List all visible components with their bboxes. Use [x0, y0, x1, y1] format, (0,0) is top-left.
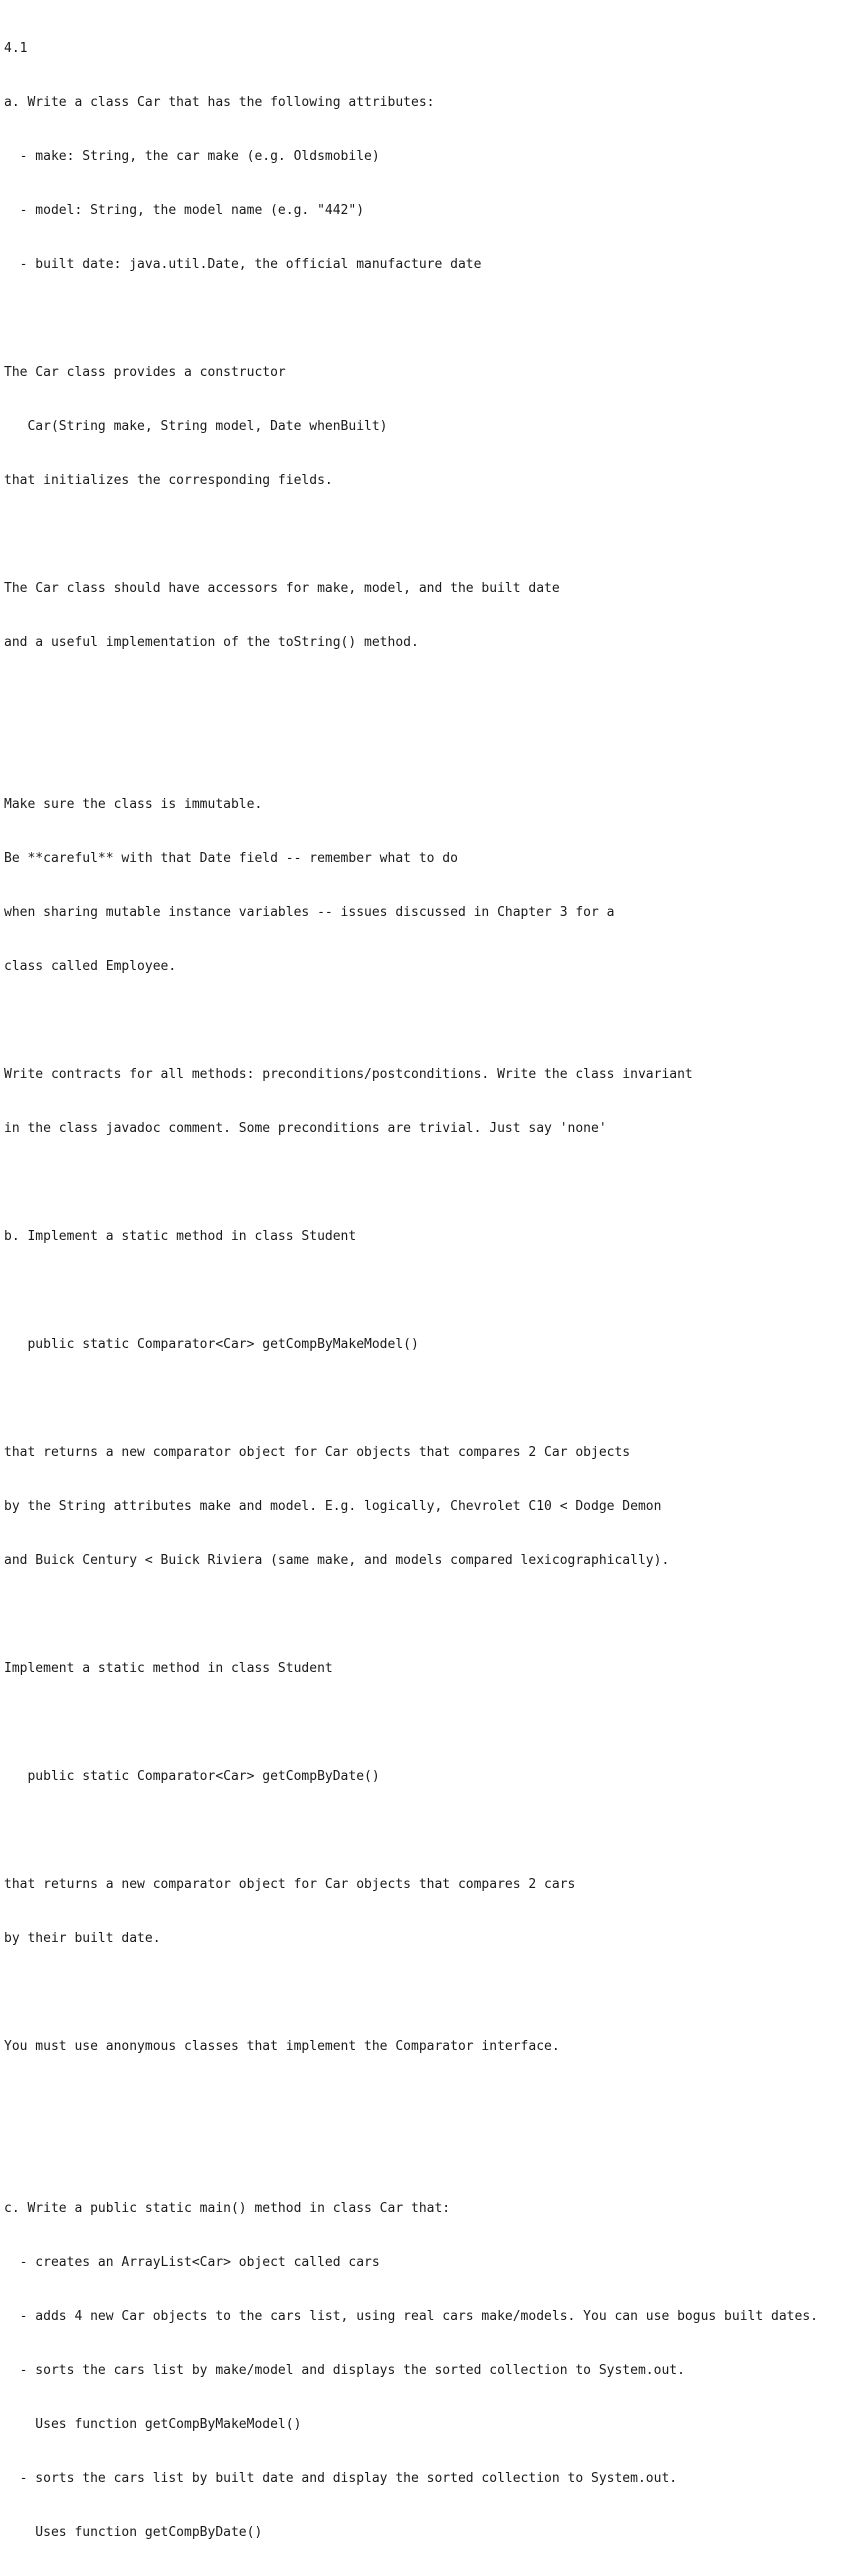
text-line	[4, 2092, 843, 2110]
text-line	[4, 1606, 843, 1624]
text-line: - model: String, the model name (e.g. "442")	[4, 203, 365, 218]
text-line: You must use anonymous classes that implement the Comparator interface.	[4, 2039, 560, 2054]
text-line: a. Write a class Car that has the following attributes:	[4, 95, 435, 110]
text-line: Be **careful** with that Date field -- remember what to do	[4, 851, 458, 866]
text-line: and a useful implementation of the toString() method.	[4, 635, 419, 650]
text-line	[4, 2146, 843, 2164]
text-line	[4, 310, 843, 328]
text-line: class called Employee.	[4, 959, 177, 974]
text-line	[4, 1714, 843, 1732]
assignment-document	[4, 4, 843, 2560]
text-line: The Car class should have accessors for make, model, and the built date	[4, 581, 560, 596]
text-line: c. Write a public static main() method in class Car that:	[4, 2201, 451, 2216]
text-line: b. Implement a static method in class Student	[4, 1229, 357, 1244]
text-line: Car(String make, String model, Date whenBuilt)	[4, 419, 388, 434]
text-line: Implement a static method in class Student	[4, 1661, 333, 1676]
code-signature-line: public static Comparator<Car> getCompByDate()	[4, 1769, 380, 1784]
text-line: and Buick Century < Buick Riviera (same make, and models compared lexicographically).	[4, 1553, 670, 1568]
text-line	[4, 1174, 843, 1192]
text-line: - creates an ArrayList<Car> object called cars	[4, 2255, 380, 2270]
text-line: Uses function getCompByDate()	[4, 2525, 263, 2540]
text-line: that returns a new comparator object for Car objects that compares 2 Car objects	[4, 1445, 631, 1460]
text-line	[4, 688, 843, 706]
text-line	[4, 526, 843, 544]
text-line: when sharing mutable instance variables -- issues discussed in Chapter 3 for a	[4, 905, 615, 920]
text-line: Uses function getCompByMakeModel()	[4, 2417, 302, 2432]
text-line	[4, 1822, 843, 1840]
text-line: The Car class provides a constructor	[4, 365, 286, 380]
text-line: that returns a new comparator object for Car objects that compares 2 cars	[4, 1877, 576, 1892]
text-line: 4.1	[4, 41, 28, 56]
text-line	[4, 1390, 843, 1408]
text-line: - make: String, the car make (e.g. Oldsmobile)	[4, 149, 380, 164]
text-line	[4, 1984, 843, 2002]
text-line: Write contracts for all methods: preconditions/postconditions. Write the class invariant	[4, 1067, 693, 1082]
text-line: - built date: java.util.Date, the official manufacture date	[4, 257, 482, 272]
code-signature-line: public static Comparator<Car> getCompByMakeModel()	[4, 1337, 419, 1352]
text-line: in the class javadoc comment. Some preconditions are trivial. Just say 'none'	[4, 1121, 607, 1136]
text-line: that initializes the corresponding fields.	[4, 473, 333, 488]
text-line	[4, 1282, 843, 1300]
text-line: Make sure the class is immutable.	[4, 797, 263, 812]
text-line: - adds 4 new Car objects to the cars list, using real cars make/models. You can use bogus built dates.	[4, 2309, 818, 2324]
text-line: - sorts the cars list by built date and display the sorted collection to System.out.	[4, 2471, 678, 2486]
text-line: - sorts the cars list by make/model and displays the sorted collection to System.out.	[4, 2363, 685, 2378]
text-line: by their built date.	[4, 1931, 161, 1946]
text-line	[4, 742, 843, 760]
text-line	[4, 1012, 843, 1030]
text-line: by the String attributes make and model. E.g. logically, Chevrolet C10 < Dodge Demon	[4, 1499, 662, 1514]
